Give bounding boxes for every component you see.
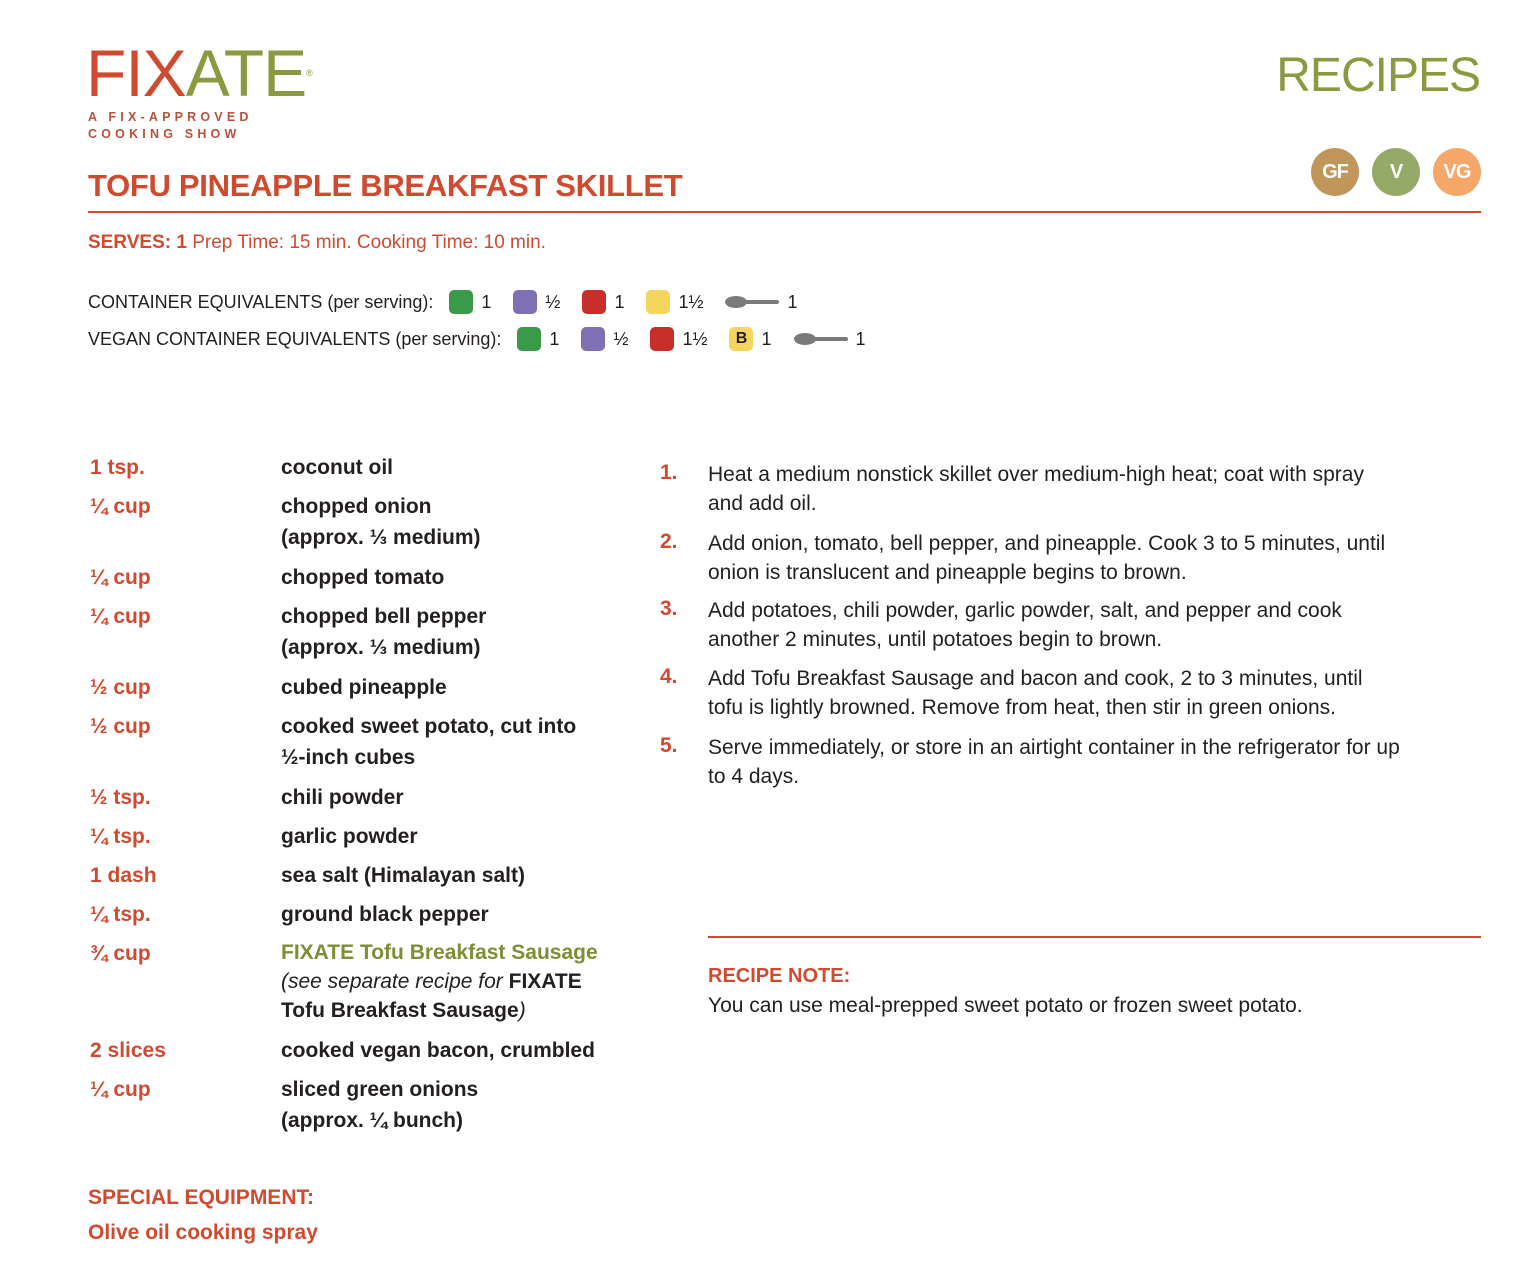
ingredient-name: chopped bell pepper (approx. ⅓ medium) bbox=[281, 605, 487, 659]
gluten-free-badge: GF bbox=[1311, 148, 1359, 196]
fixate-logo bbox=[86, 36, 312, 110]
ingredient-name: ground black pepper bbox=[281, 903, 489, 926]
step-number: 5. bbox=[660, 734, 678, 757]
green-container-value: 1 bbox=[481, 291, 492, 312]
ingredient-qty: ¼ tsp. bbox=[90, 903, 151, 926]
recipe-note-label: RECIPE NOTE: bbox=[708, 965, 851, 987]
red-container-value: 1½ bbox=[682, 328, 708, 349]
vegan-container-equivalents-label: VEGAN CONTAINER EQUIVALENTS (per serving): bbox=[88, 328, 502, 349]
ingredient-qty: ¼ cup bbox=[90, 566, 151, 589]
special-equipment-label: SPECIAL EQUIPMENT: bbox=[88, 1186, 314, 1209]
red-container-icon bbox=[582, 290, 606, 314]
recipe-title: TOFU PINEAPPLE BREAKFAST SKILLET bbox=[88, 168, 683, 203]
purple-container-value: ½ bbox=[613, 328, 629, 349]
logo-word-fix: FIX bbox=[86, 36, 186, 110]
red-container-icon bbox=[650, 327, 674, 351]
purple-container-icon bbox=[581, 327, 605, 351]
vegan-container-equivalents-row bbox=[88, 327, 888, 351]
step-number: 4. bbox=[660, 665, 678, 688]
ingredient-name: chopped onion (approx. ⅓ medium) bbox=[281, 495, 481, 549]
ingredient-qty: 2 slices bbox=[90, 1039, 166, 1062]
ingredient-qty: ¼ cup bbox=[90, 495, 151, 518]
title-divider bbox=[88, 211, 1481, 213]
step-text: Add potatoes, chili powder, garlic powder, salt, and pepper and cook another 2 minutes, until potatoes begin to brown. bbox=[708, 599, 1342, 651]
serves-label: SERVES: 1 bbox=[88, 232, 187, 253]
ingredient-name: cooked sweet potato, cut into ½-inch cubes bbox=[281, 715, 577, 769]
logo-subtitle-line2: COOKING SHOW bbox=[88, 127, 241, 141]
ingredient-name: cooked vegan bacon, crumbled bbox=[281, 1039, 595, 1062]
green-container-icon bbox=[517, 327, 541, 351]
step-number: 1. bbox=[660, 461, 678, 484]
ingredient-name: sea salt (Himalayan salt) bbox=[281, 864, 525, 887]
ingredient-qty: 1 tsp. bbox=[90, 456, 145, 479]
ingredient-name-tofu-sausage: FIXATE Tofu Breakfast Sausage (see separate recipe for FIXATE Tofu Breakfast Sausage) bbox=[281, 938, 626, 1025]
ingredient-name: cubed pineapple bbox=[281, 676, 447, 699]
section-label: RECIPES bbox=[1276, 49, 1480, 102]
prep-cook-times: Prep Time: 15 min. Cooking Time: 10 min. bbox=[186, 232, 546, 253]
step-text: Serve immediately, or store in an airtight container in the refrigerator for up to 4 days. bbox=[708, 736, 1400, 788]
ingredient-qty: ¾ cup bbox=[90, 942, 151, 965]
logo-subtitle-line1: A FIX-APPROVED bbox=[88, 110, 253, 124]
yellow-container-icon bbox=[646, 290, 670, 314]
step-text: Add onion, tomato, bell pepper, and pineapple. Cook 3 to 5 minutes, until onion is translucent and pineapple begins to brown. bbox=[708, 532, 1386, 584]
special-equipment-value: Olive oil cooking spray bbox=[88, 1221, 318, 1244]
ingredient-qty: ½ cup bbox=[90, 676, 151, 699]
ingredient-name: garlic powder bbox=[281, 825, 418, 848]
vegan-badge: VG bbox=[1433, 148, 1481, 196]
container-equivalents-row bbox=[88, 290, 820, 314]
ingredient-qty: ¼ cup bbox=[90, 1078, 151, 1101]
step-text: Add Tofu Breakfast Sausage and bacon and cook, 2 to 3 minutes, until tofu is lightly browned. Remove from heat, then stir in green onions. bbox=[708, 667, 1363, 719]
ingredient-name: coconut oil bbox=[281, 456, 393, 479]
ingredient-name: sliced green onions (approx. ¼ bunch) bbox=[281, 1078, 479, 1132]
vegetarian-badge: V bbox=[1372, 148, 1420, 196]
ingredient-qty: ¼ tsp. bbox=[90, 825, 151, 848]
note-divider bbox=[708, 936, 1481, 938]
yellow-b-container-icon: B bbox=[729, 327, 753, 351]
green-container-value: 1 bbox=[549, 328, 560, 349]
yellow-b-container-value: 1 bbox=[761, 328, 772, 349]
tofu-sausage-link[interactable]: FIXATE Tofu Breakfast Sausage bbox=[281, 941, 598, 964]
purple-container-value: ½ bbox=[545, 291, 561, 312]
logo-registered-mark: ® bbox=[306, 68, 312, 78]
purple-container-icon bbox=[513, 290, 537, 314]
ingredient-qty: 1 dash bbox=[90, 864, 157, 887]
yellow-container-value: 1½ bbox=[678, 291, 704, 312]
ingredient-qty: ½ cup bbox=[90, 715, 151, 738]
green-container-icon bbox=[449, 290, 473, 314]
ingredient-qty: ¼ cup bbox=[90, 605, 151, 628]
step-number: 2. bbox=[660, 530, 678, 553]
teaspoon-value: 1 bbox=[855, 328, 866, 349]
ingredient-qty: ½ tsp. bbox=[90, 786, 151, 809]
logo-word-ate: ATE bbox=[185, 36, 307, 110]
ingredient-name: chopped tomato bbox=[281, 566, 445, 589]
ingredient-name: chili powder bbox=[281, 786, 404, 809]
recipe-note-text: You can use meal-prepped sweet potato or frozen sweet potato. bbox=[708, 994, 1303, 1017]
teaspoon-value: 1 bbox=[787, 291, 798, 312]
step-text: Heat a medium nonstick skillet over medium-high heat; coat with spray and add oil. bbox=[708, 463, 1364, 515]
step-number: 3. bbox=[660, 597, 678, 620]
serves-line bbox=[88, 232, 546, 254]
teaspoon-icon bbox=[725, 295, 779, 309]
teaspoon-icon bbox=[794, 332, 848, 346]
container-equivalents-label: CONTAINER EQUIVALENTS (per serving): bbox=[88, 291, 434, 312]
red-container-value: 1 bbox=[614, 291, 625, 312]
